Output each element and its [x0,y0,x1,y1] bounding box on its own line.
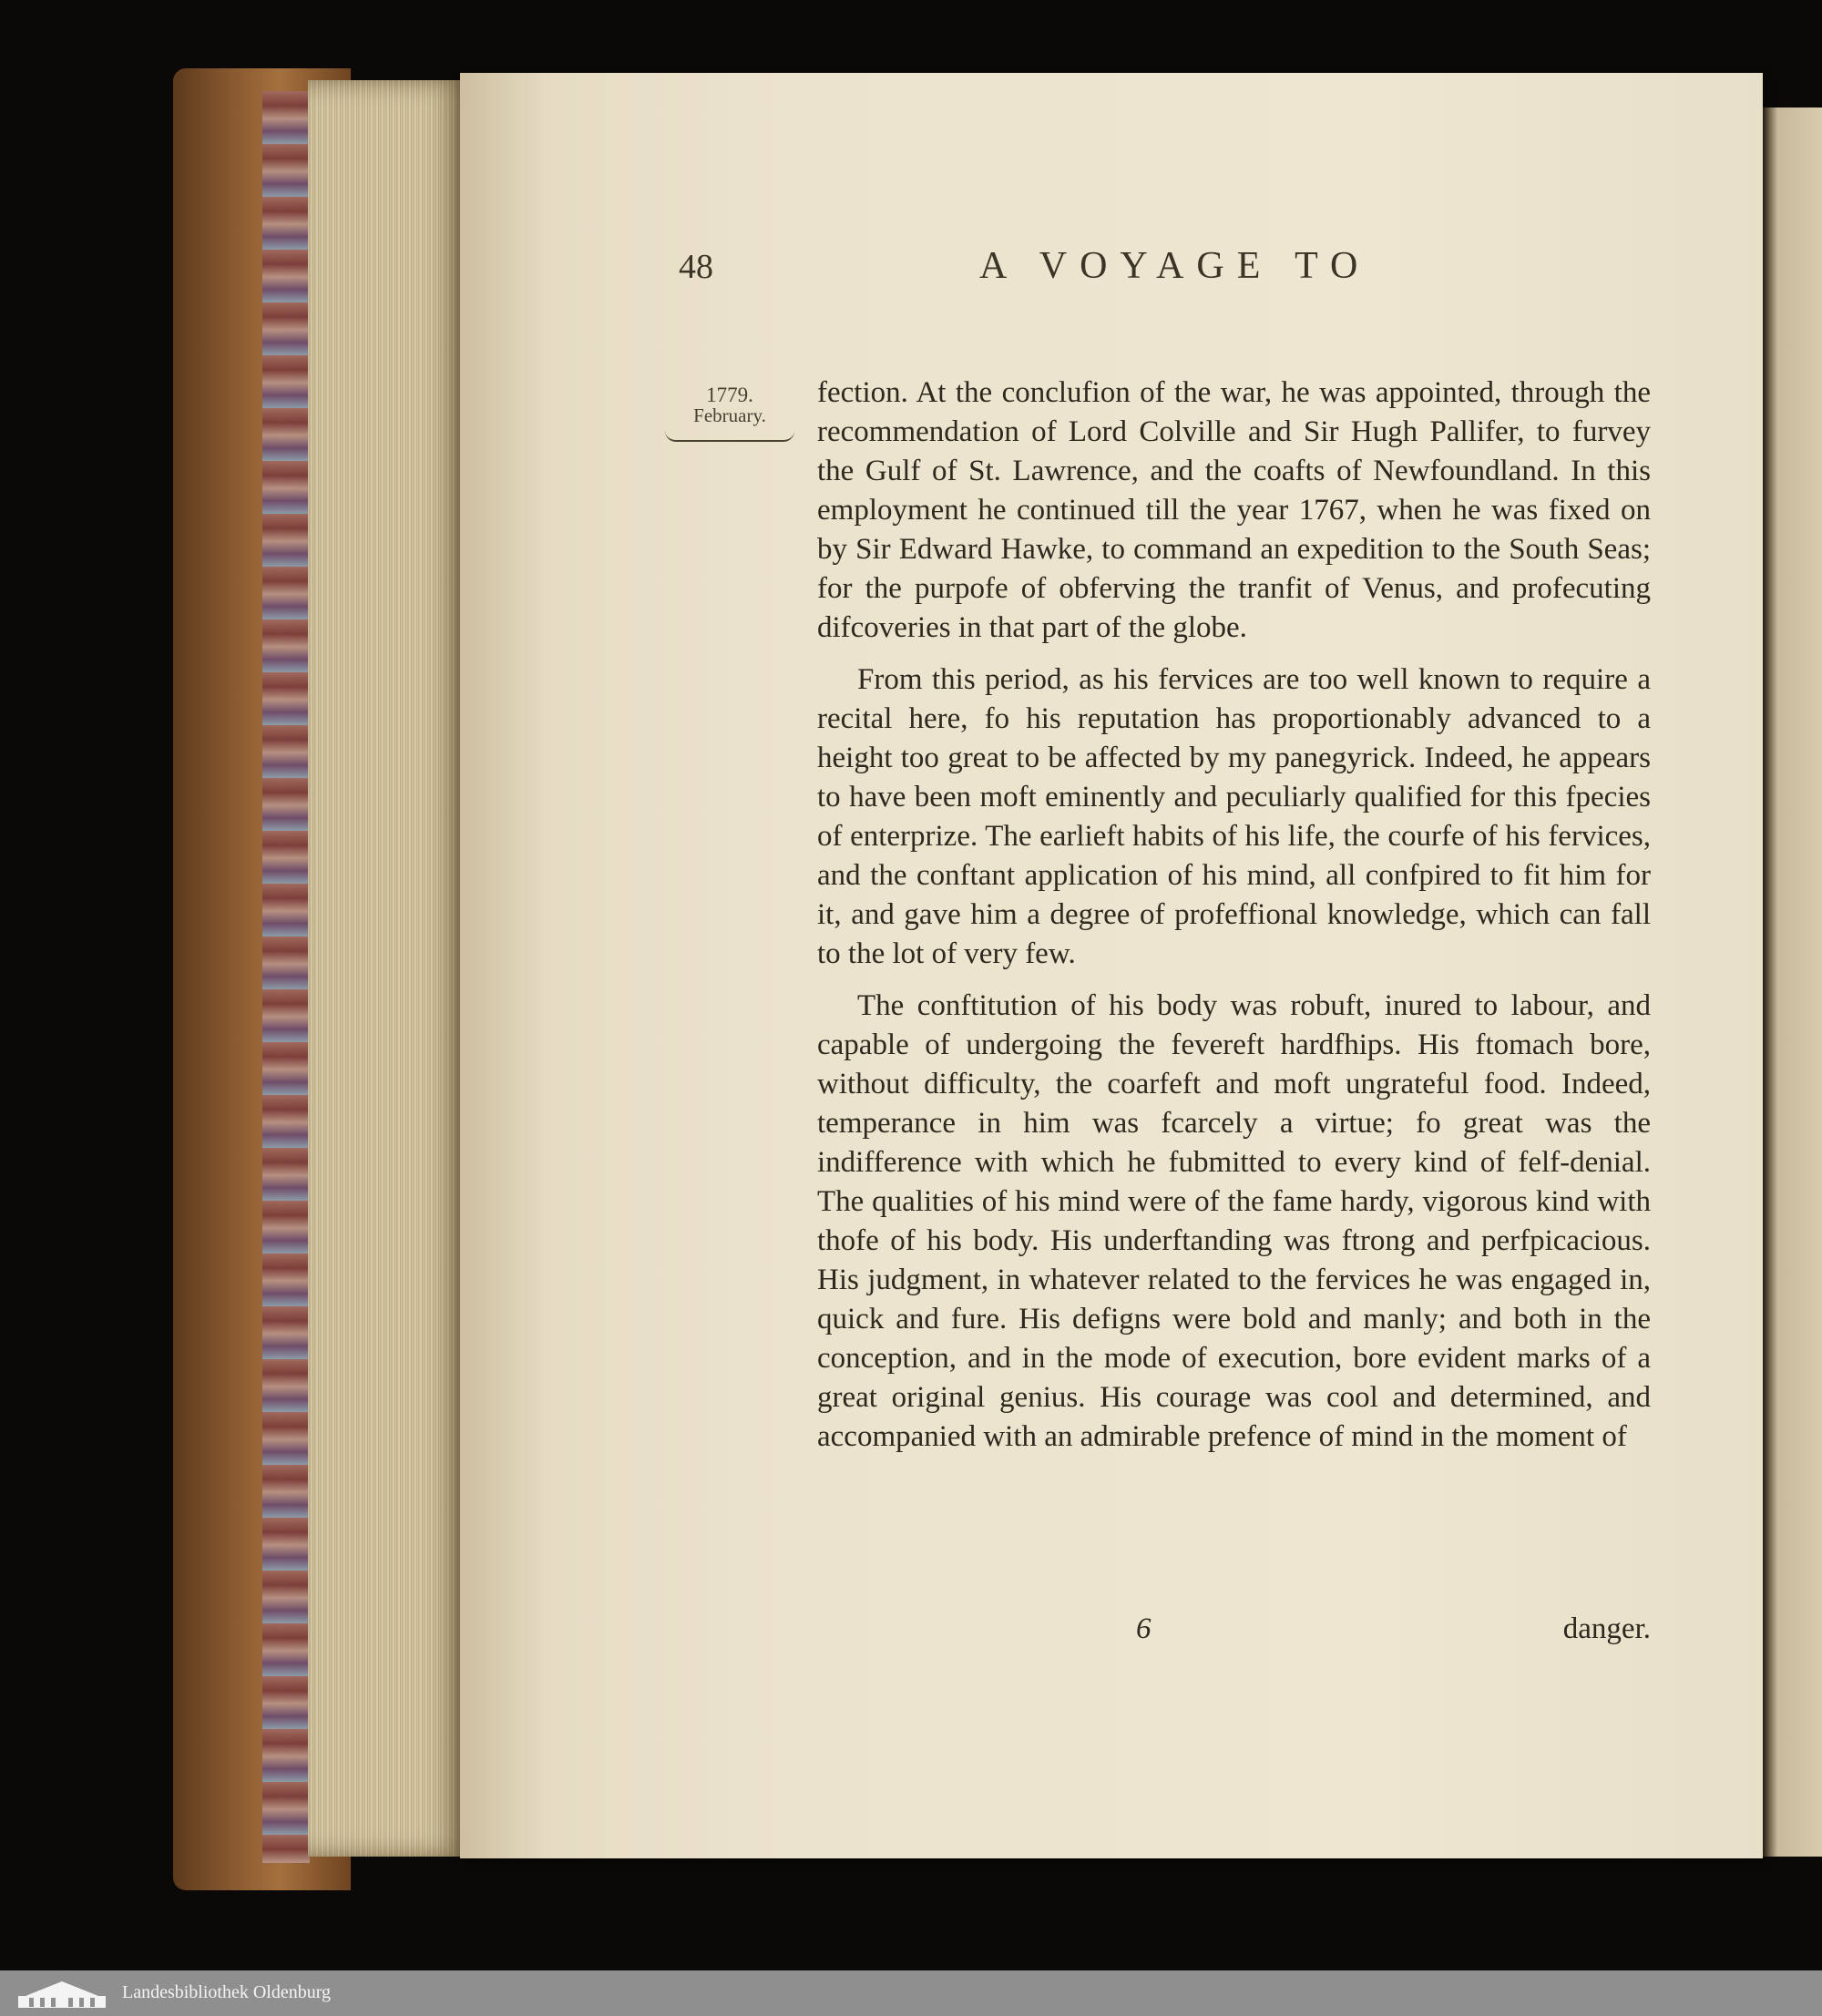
margin-brace [665,431,794,442]
paragraph-1: fection. At the conclufion of the war, he was appointed, through the recommendation of Lord Colville and Sir Hugh Pallifer, to furvey the Gulf of St. Lawrence, and the coafts of Newfoundland. In this employment he continued till the year 1767, when he was fixed on by Sir Edward Hawke, to command an expedition to the South Seas; for the purpofe of obferving the tranfit of Venus, and profecuting difcoveries in that part of the globe. [817,376,1651,644]
body-text [817,374,1651,1469]
paragraph-2: From this period, as his fervices are too well known to require a recital here, fo his reputation has proportionably advanced to a height too great to be affected by my panegyrick. Indeed, he appears to have been moft eminently and peculiarly qualified for this fpecies of enterprize. The earlieft habits of his life, the courfe of his fervices, and the conftant application of his mind, all confpired to fit him for it, and gave him a degree of profeffional knowledge, which can fall to the lot of very few. [817,663,1651,970]
page-edges [308,80,465,1857]
margin-month: February. [693,404,766,426]
margin-date-note [665,385,794,442]
marbled-endpaper [262,91,310,1863]
library-footer-bar [0,1970,1822,2016]
margin-year: 1779. [706,384,753,406]
running-head [679,244,1685,288]
facing-page-edge [1763,107,1822,1857]
page-number: 48 [679,248,713,286]
signature-mark: 6 [1136,1612,1152,1645]
running-head-title: A VOYAGE TO [979,245,1371,287]
paragraph-3: The conftitution of his body was robuft, inured to labour, and capable of undergoing the fevereft hardfhips. His ftomach bore, without difficulty, the coarfeft and moft ungrateful food. Indeed, temperance in him was fcarcely a virtue; fo great was the indifference with which he fubmitted to every kind of felf-denial. The qualities of his mind were of the fame hardy, vigorous kind with thofe of his body. His underftanding was ftrong and perfpicacious. His judgment, in whatever related to the fervices he was engaged in, quick and fure. His defigns were bold and manly; and both in the conception, and in the mode of execution, bore evident marks of a great original genius. His courage was cool and determined, and accompanied with an admirable prefence of mind in the moment of [817,989,1651,1453]
library-name: Landesbibliothek Oldenburg [122,1982,332,2002]
catchword: danger. [1562,1612,1651,1645]
library-building-icon [16,1978,107,2009]
